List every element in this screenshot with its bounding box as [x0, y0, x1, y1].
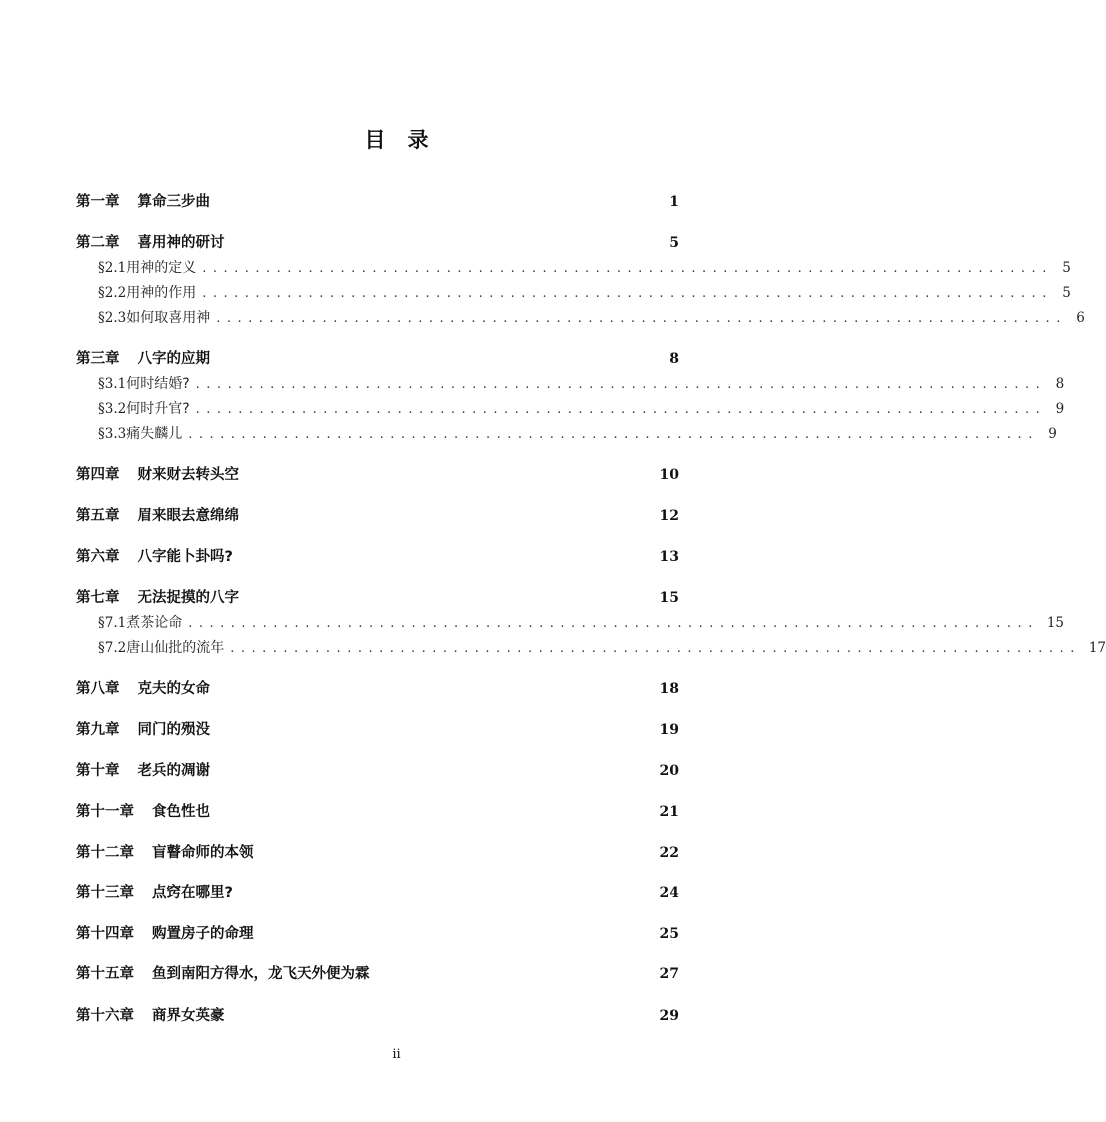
- toc-chapter-entry[interactable]: [76, 463, 679, 485]
- toc-chapter-entry[interactable]: [76, 800, 679, 822]
- chapter-page-number: 19: [659, 722, 679, 738]
- section-title: 何时结婚?: [126, 376, 190, 392]
- dot-leader: ................................................................................: [188, 427, 1039, 442]
- toc-section-entry[interactable]: [76, 423, 1057, 445]
- dot-leader: ................................................................................: [195, 377, 1047, 392]
- section-title: 用神的定义: [126, 260, 197, 276]
- chapter-title: 商界女英豪: [152, 1008, 225, 1024]
- dot-leader: ................................................................................: [188, 616, 1039, 631]
- section-title: 痛失麟儿: [126, 426, 183, 442]
- section-number: §7.1: [98, 615, 127, 631]
- page-number: ii: [392, 1047, 401, 1062]
- chapter-number: 第六章: [76, 549, 120, 565]
- page-title: [0, 124, 793, 154]
- chapter-title: 眉来眼去意绵绵: [137, 508, 239, 524]
- dot-leader: ................................................................................: [195, 402, 1047, 417]
- chapter-number: 第四章: [76, 467, 120, 483]
- chapter-number: 第十一章: [76, 804, 134, 820]
- section-number: §2.3: [98, 310, 127, 326]
- chapter-page-number: 27: [659, 966, 679, 982]
- chapter-page-number: 10: [659, 467, 679, 483]
- chapter-title: 购置房子的命理: [152, 926, 254, 942]
- chapter-title: 无法捉摸的八字: [137, 590, 239, 606]
- chapter-page-number: 29: [659, 1008, 679, 1024]
- section-page-number: 9: [1048, 426, 1057, 442]
- chapter-number: 第七章: [76, 590, 120, 606]
- toc-section-entry[interactable]: [76, 307, 1085, 329]
- toc-chapter-entry[interactable]: [76, 881, 679, 903]
- chapter-page-number: 5: [669, 235, 679, 251]
- title-char-1: 目: [364, 128, 386, 152]
- chapter-page-number: 21: [659, 804, 679, 820]
- section-title: 何时升官?: [126, 401, 190, 417]
- dot-leader: ................................................................................: [202, 261, 1053, 276]
- toc-chapter-entry[interactable]: [76, 231, 679, 253]
- chapter-title: 食色性也: [152, 804, 210, 820]
- section-number: §7.2: [98, 640, 127, 656]
- section-page-number: 17: [1088, 640, 1106, 656]
- dot-leader: ................................................................................: [216, 311, 1067, 326]
- section-number: §3.2: [98, 401, 127, 417]
- toc-section-entry[interactable]: [76, 373, 1065, 395]
- chapter-page-number: 13: [659, 549, 679, 565]
- toc-chapter-entry[interactable]: [76, 677, 679, 699]
- chapter-number: 第五章: [76, 508, 120, 524]
- toc-chapter-entry[interactable]: [76, 1004, 679, 1026]
- chapter-title: 鱼到南阳方得水，龙飞天外便为霖: [152, 966, 370, 982]
- chapter-number: 第十六章: [76, 1008, 134, 1024]
- chapter-title: 盲瞽命师的本领: [152, 845, 254, 861]
- chapter-title: 算命三步曲: [137, 194, 210, 210]
- toc-section-entry[interactable]: [76, 282, 1071, 304]
- chapter-number: 第十二章: [76, 845, 134, 861]
- chapter-number: 第十章: [76, 763, 120, 779]
- toc-chapter-entry[interactable]: [76, 504, 679, 526]
- toc-chapter-entry[interactable]: [76, 718, 679, 740]
- chapter-title: 同门的殒没: [137, 722, 210, 738]
- section-page-number: 5: [1062, 260, 1071, 276]
- section-page-number: 15: [1046, 615, 1065, 631]
- toc-chapter-entry[interactable]: [76, 922, 679, 944]
- section-number: §3.1: [98, 376, 127, 392]
- chapter-title: 财来财去转头空: [137, 467, 239, 483]
- chapter-page-number: 12: [659, 508, 679, 524]
- section-title: 煮茶论命: [126, 615, 183, 631]
- chapter-number: 第二章: [76, 235, 120, 251]
- toc-chapter-entry[interactable]: [76, 190, 679, 212]
- chapter-title: 喜用神的研讨: [137, 235, 225, 251]
- section-number: §2.1: [98, 260, 127, 276]
- toc-chapter-entry[interactable]: [76, 586, 679, 608]
- section-title: 唐山仙批的流年: [126, 640, 225, 656]
- toc-chapter-entry[interactable]: [76, 759, 679, 781]
- section-page-number: 5: [1062, 285, 1071, 301]
- chapter-title: 老兵的凋谢: [137, 763, 210, 779]
- chapter-page-number: 1: [669, 194, 679, 210]
- section-page-number: 9: [1055, 401, 1065, 417]
- chapter-title: 点窍在哪里?: [152, 885, 233, 901]
- chapter-page-number: 18: [659, 681, 679, 697]
- chapter-number: 第十三章: [76, 885, 134, 901]
- chapter-page-number: 24: [659, 885, 679, 901]
- dot-leader: ................................................................................: [230, 641, 1081, 656]
- toc-section-entry[interactable]: [76, 398, 1065, 420]
- chapter-page-number: 15: [659, 590, 679, 606]
- section-number: §2.2: [98, 285, 127, 301]
- chapter-title: 八字的应期: [137, 351, 210, 367]
- chapter-number: 第十五章: [76, 966, 134, 982]
- dot-leader: ................................................................................: [202, 286, 1053, 301]
- chapter-number: 第九章: [76, 722, 120, 738]
- chapter-page-number: 22: [659, 845, 679, 861]
- toc-chapter-entry[interactable]: [76, 962, 679, 984]
- chapter-page-number: 20: [659, 763, 679, 779]
- chapter-title: 克夫的女命: [137, 681, 210, 697]
- chapter-page-number: 25: [659, 926, 679, 942]
- title-char-2: 录: [407, 128, 429, 152]
- toc-section-entry[interactable]: [76, 612, 1065, 634]
- chapter-number: 第八章: [76, 681, 120, 697]
- chapter-number: 第三章: [76, 351, 120, 367]
- chapter-page-number: 8: [669, 351, 679, 367]
- toc-chapter-entry[interactable]: [76, 347, 679, 369]
- section-title: 用神的作用: [126, 285, 197, 301]
- chapter-title: 八字能卜卦吗?: [137, 549, 233, 565]
- chapter-number: 第十四章: [76, 926, 134, 942]
- toc-chapter-entry[interactable]: [76, 545, 679, 567]
- section-title: 如何取喜用神: [126, 310, 211, 326]
- section-number: §3.3: [98, 426, 127, 442]
- toc-chapter-entry[interactable]: [76, 841, 679, 863]
- section-page-number: 6: [1076, 310, 1085, 326]
- chapter-number: 第一章: [76, 194, 120, 210]
- section-page-number: 8: [1055, 376, 1065, 392]
- toc-section-entry[interactable]: [76, 637, 1106, 659]
- toc-section-entry[interactable]: [76, 257, 1071, 279]
